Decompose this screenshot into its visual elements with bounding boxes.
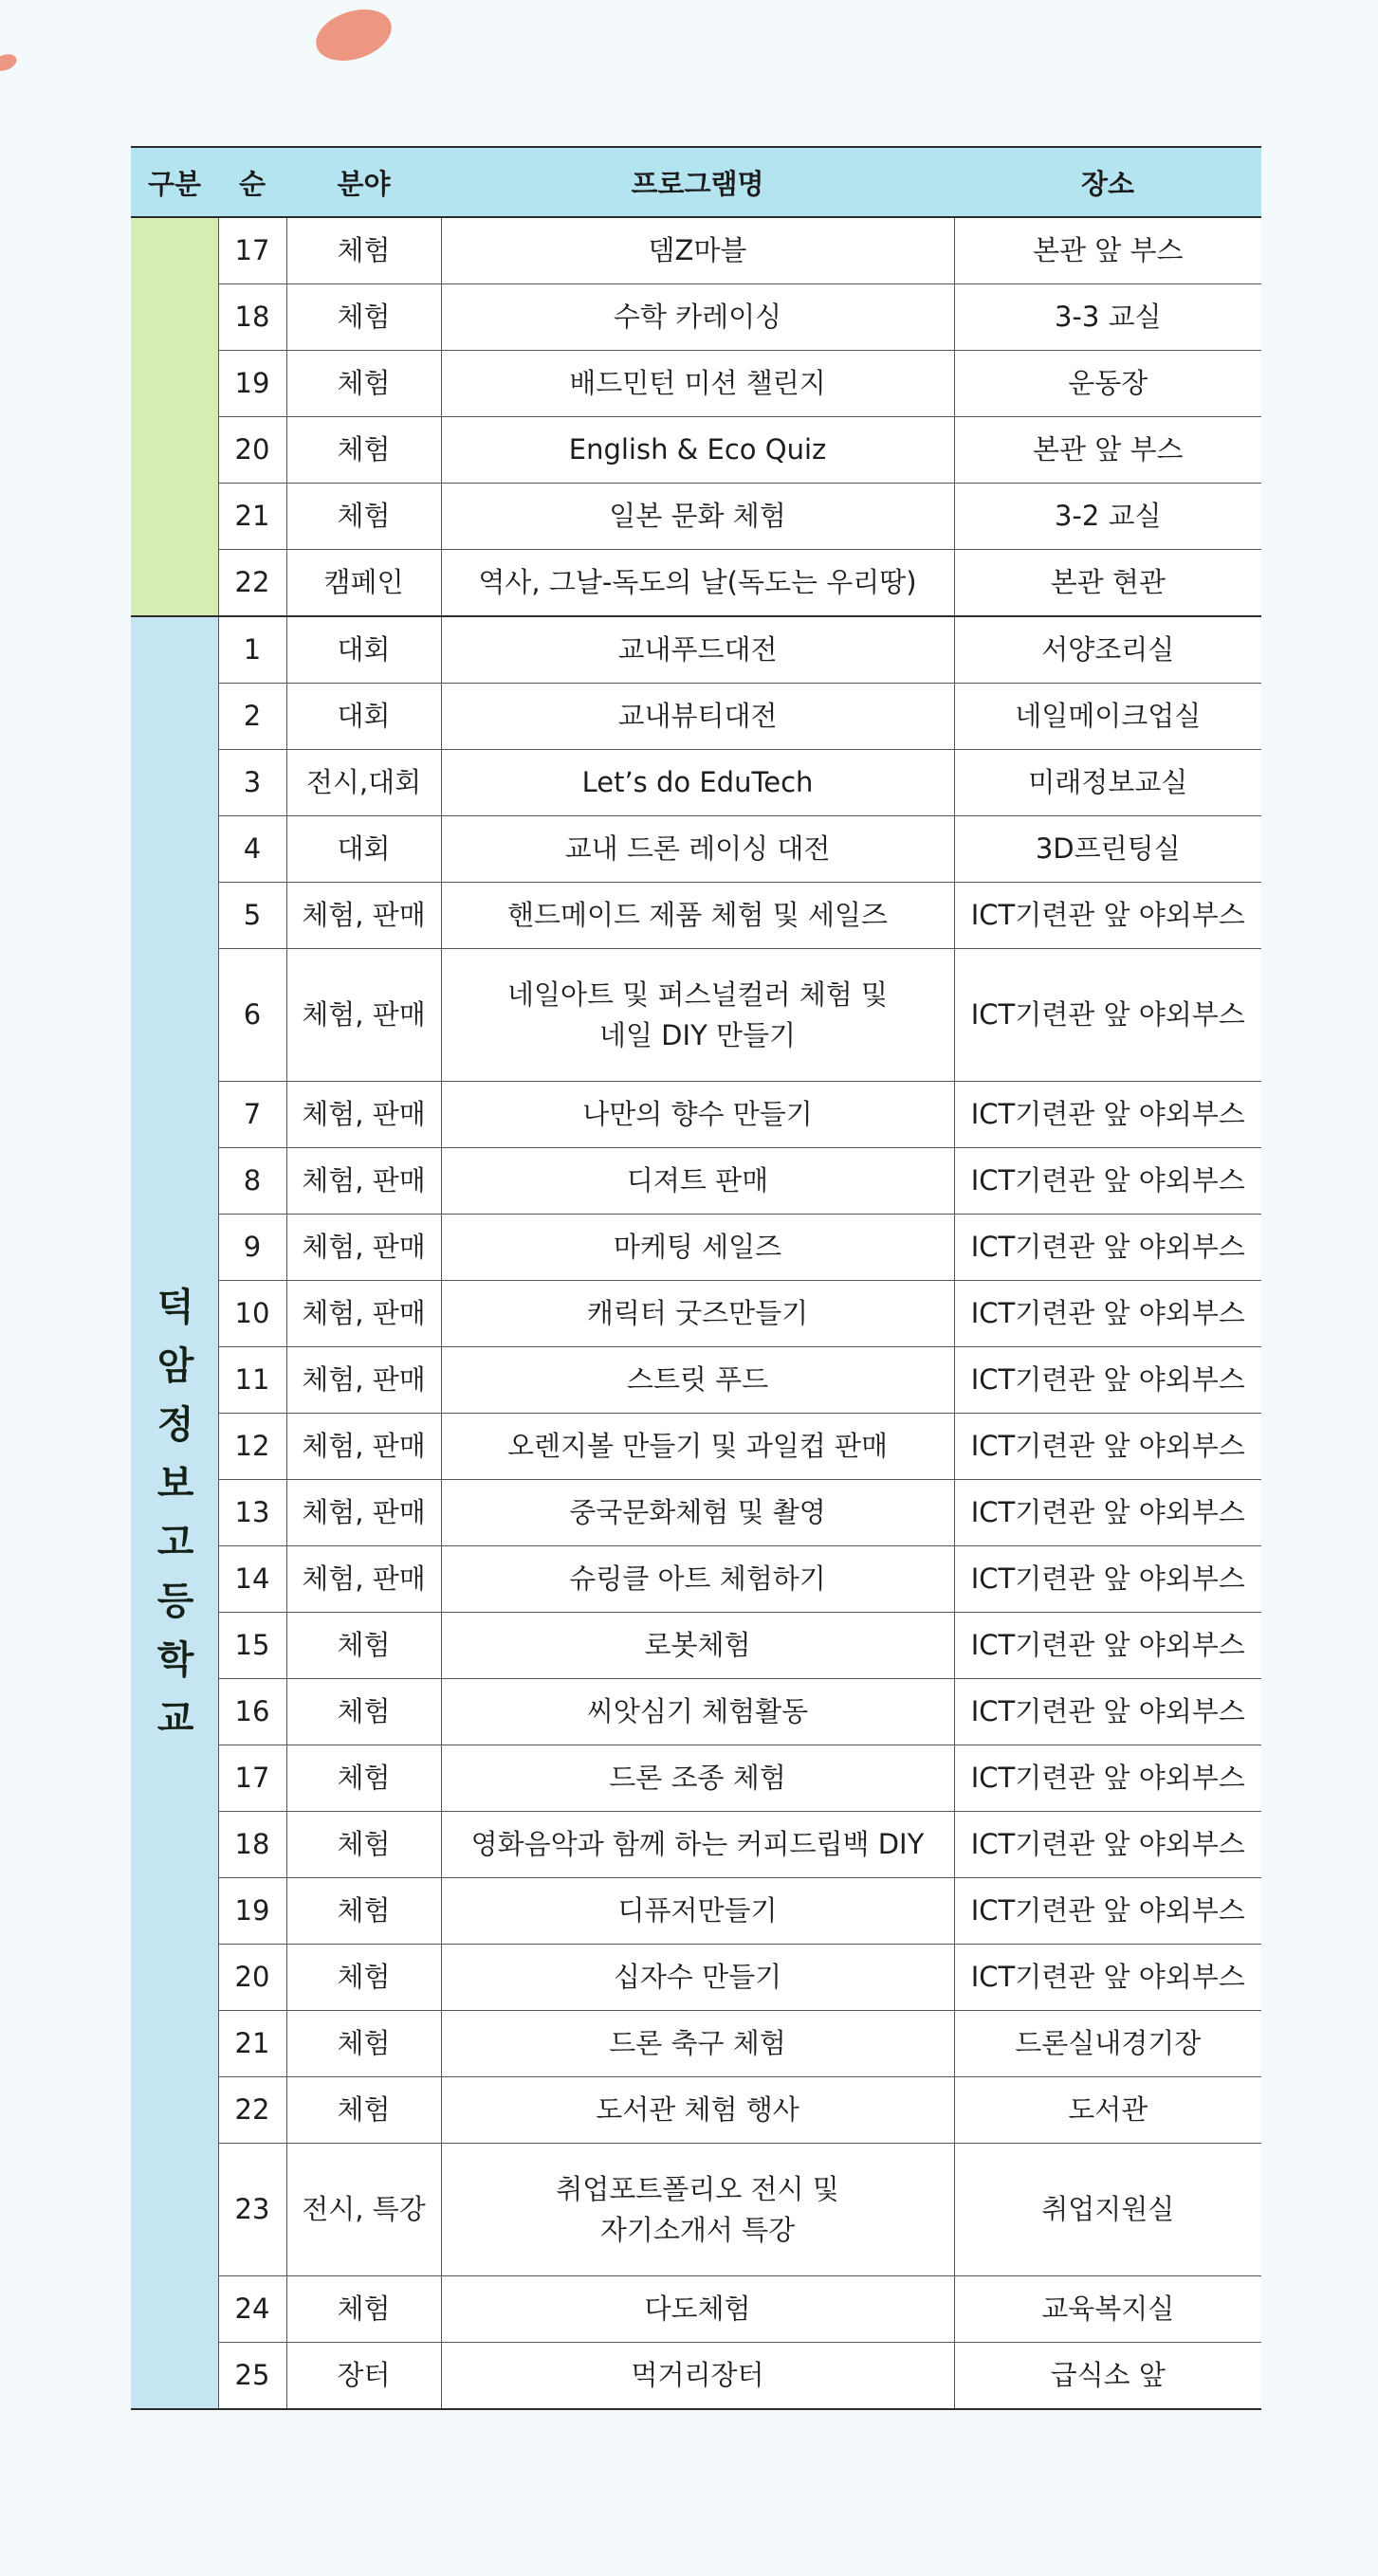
table-row — [131, 284, 1261, 351]
row-program: 오렌지볼 만들기 및 과일컵 판매 — [441, 1414, 954, 1480]
row-program: 로봇체험 — [441, 1613, 954, 1679]
row-place: ICT기련관 앞 야외부스 — [954, 1480, 1261, 1546]
row-place: 취업지원실 — [954, 2144, 1261, 2276]
table-row — [131, 1215, 1261, 1281]
program-line-2: 네일 DIY 만들기 — [598, 1018, 797, 1051]
row-field: 캠페인 — [286, 550, 441, 617]
row-number: 22 — [218, 550, 286, 617]
row-number: 20 — [218, 1945, 286, 2011]
group-cell — [131, 217, 218, 616]
row-program: 중국문화체험 및 촬영 — [441, 1480, 954, 1546]
table-row — [131, 1480, 1261, 1546]
row-field: 전시, 특강 — [286, 2144, 441, 2276]
row-program: 마케팅 세일즈 — [441, 1215, 954, 1281]
table-row — [131, 2011, 1261, 2077]
row-field: 체험, 판매 — [286, 949, 441, 1082]
row-place: 본관 현관 — [954, 550, 1261, 617]
row-place: 도서관 — [954, 2077, 1261, 2144]
row-place: 교육복지실 — [954, 2276, 1261, 2343]
table-row — [131, 1148, 1261, 1215]
row-place: ICT기련관 앞 야외부스 — [954, 1878, 1261, 1945]
row-place: ICT기련관 앞 야외부스 — [954, 1148, 1261, 1215]
row-number: 23 — [218, 2144, 286, 2276]
row-program: 나만의 향수 만들기 — [441, 1082, 954, 1148]
table-row — [131, 1613, 1261, 1679]
table-row — [131, 484, 1261, 550]
table-row — [131, 417, 1261, 484]
row-number: 25 — [218, 2343, 286, 2410]
row-number: 13 — [218, 1480, 286, 1546]
row-number: 2 — [218, 684, 286, 750]
row-place: ICT기련관 앞 야외부스 — [954, 1679, 1261, 1745]
row-program: 배드민턴 미션 챌린지 — [441, 351, 954, 417]
table-row — [131, 1679, 1261, 1745]
table-row — [131, 351, 1261, 417]
row-program: 스트릿 푸드 — [441, 1347, 954, 1414]
row-program: 도서관 체험 행사 — [441, 2077, 954, 2144]
row-field: 체험 — [286, 1878, 441, 1945]
row-program: 다도체험 — [441, 2276, 954, 2343]
row-program: 씨앗심기 체험활동 — [441, 1679, 954, 1745]
row-field: 체험 — [286, 1679, 441, 1745]
table-row — [131, 1945, 1261, 2011]
row-number: 17 — [218, 1745, 286, 1812]
table-row — [131, 1878, 1261, 1945]
table-row — [131, 1082, 1261, 1148]
row-place: ICT기련관 앞 야외부스 — [954, 1546, 1261, 1613]
table-row — [131, 949, 1261, 1082]
row-field: 체험, 판매 — [286, 883, 441, 949]
row-program: 교내푸드대전 — [441, 616, 954, 684]
row-place: ICT기련관 앞 야외부스 — [954, 1281, 1261, 1347]
row-place: ICT기련관 앞 야외부스 — [954, 1945, 1261, 2011]
table-row — [131, 816, 1261, 883]
row-program: 먹거리장터 — [441, 2343, 954, 2410]
row-number: 18 — [218, 284, 286, 351]
row-field: 체험 — [286, 1812, 441, 1878]
row-field: 체험 — [286, 284, 441, 351]
program-line-2: 자기소개서 특강 — [599, 2213, 796, 2246]
row-field: 체험 — [286, 484, 441, 550]
table-row — [131, 2077, 1261, 2144]
row-place: 급식소 앞 — [954, 2343, 1261, 2410]
header-num: 순 — [218, 147, 286, 217]
row-number: 5 — [218, 883, 286, 949]
table-row — [131, 1281, 1261, 1347]
school-name: 덕암정보고등학교 — [156, 1285, 194, 1741]
row-number: 20 — [218, 417, 286, 484]
row-number: 8 — [218, 1148, 286, 1215]
table-body — [131, 217, 1261, 2409]
row-field: 체험 — [286, 1745, 441, 1812]
row-number: 14 — [218, 1546, 286, 1613]
row-place: 3D프린팅실 — [954, 816, 1261, 883]
table-row — [131, 550, 1261, 617]
row-field: 체험 — [286, 1945, 441, 2011]
table-header-row — [131, 147, 1261, 217]
row-place: 운동장 — [954, 351, 1261, 417]
row-number: 19 — [218, 351, 286, 417]
row-field: 체험, 판매 — [286, 1148, 441, 1215]
row-program: 수학 카레이싱 — [441, 284, 954, 351]
row-field: 체험 — [286, 217, 441, 284]
row-program: 영화음악과 함께 하는 커피드립백 DIY — [441, 1812, 954, 1878]
row-place: ICT기련관 앞 야외부스 — [954, 1347, 1261, 1414]
row-place: ICT기련관 앞 야외부스 — [954, 1414, 1261, 1480]
row-place: ICT기련관 앞 야외부스 — [954, 883, 1261, 949]
row-field: 체험, 판매 — [286, 1546, 441, 1613]
table-row — [131, 750, 1261, 816]
table-row — [131, 2144, 1261, 2276]
program-line-1: 취업포트폴리오 전시 및 — [556, 2173, 839, 2206]
row-program: 십자수 만들기 — [441, 1945, 954, 2011]
row-number: 24 — [218, 2276, 286, 2343]
row-field: 체험 — [286, 2276, 441, 2343]
group-cell — [131, 616, 218, 2409]
row-program — [441, 2144, 954, 2276]
row-place: 네일메이크업실 — [954, 684, 1261, 750]
row-program: 디져트 판매 — [441, 1148, 954, 1215]
row-number: 10 — [218, 1281, 286, 1347]
row-number: 16 — [218, 1679, 286, 1745]
row-number: 12 — [218, 1414, 286, 1480]
row-field: 대회 — [286, 616, 441, 684]
row-place: 본관 앞 부스 — [954, 417, 1261, 484]
row-program: Let’s do EduTech — [441, 750, 954, 816]
program-line-1: 네일아트 및 퍼스널컬러 체험 및 — [506, 978, 889, 1012]
row-program: 드론 조종 체험 — [441, 1745, 954, 1812]
table-row — [131, 1745, 1261, 1812]
table-row — [131, 1812, 1261, 1878]
row-number: 6 — [218, 949, 286, 1082]
row-program: 역사, 그날-독도의 날(독도는 우리땅) — [441, 550, 954, 617]
row-number: 9 — [218, 1215, 286, 1281]
table-row — [131, 2276, 1261, 2343]
row-field: 체험 — [286, 2011, 441, 2077]
row-place: 드론실내경기장 — [954, 2011, 1261, 2077]
row-program: 슈링클 아트 체험하기 — [441, 1546, 954, 1613]
table-row — [131, 883, 1261, 949]
row-place: 3-2 교실 — [954, 484, 1261, 550]
table-row — [131, 1347, 1261, 1414]
row-field: 체험, 판매 — [286, 1082, 441, 1148]
program-table — [131, 146, 1261, 2410]
row-field: 대회 — [286, 816, 441, 883]
row-place: ICT기련관 앞 야외부스 — [954, 1812, 1261, 1878]
row-number: 17 — [218, 217, 286, 284]
row-place: 3-3 교실 — [954, 284, 1261, 351]
header-place: 장소 — [954, 147, 1261, 217]
row-program: English & Eco Quiz — [441, 417, 954, 484]
row-number: 18 — [218, 1812, 286, 1878]
row-program: 드론 축구 체험 — [441, 2011, 954, 2077]
row-field: 체험 — [286, 417, 441, 484]
row-field: 체험, 판매 — [286, 1347, 441, 1414]
row-place: ICT기련관 앞 야외부스 — [954, 1082, 1261, 1148]
row-field: 체험, 판매 — [286, 1414, 441, 1480]
row-number: 19 — [218, 1878, 286, 1945]
row-field: 전시,대회 — [286, 750, 441, 816]
header-gubun: 구분 — [131, 147, 218, 217]
row-place: 서양조리실 — [954, 616, 1261, 684]
row-field: 체험, 판매 — [286, 1281, 441, 1347]
row-field: 체험, 판매 — [286, 1215, 441, 1281]
row-program: 교내 드론 레이싱 대전 — [441, 816, 954, 883]
table-row — [131, 1546, 1261, 1613]
row-program: 일본 문화 체험 — [441, 484, 954, 550]
decorative-paint-blob — [309, 1, 397, 70]
table-row — [131, 2343, 1261, 2410]
row-number: 7 — [218, 1082, 286, 1148]
row-place: ICT기련관 앞 야외부스 — [954, 1215, 1261, 1281]
row-program: 디퓨저만들기 — [441, 1878, 954, 1945]
row-place: ICT기련관 앞 야외부스 — [954, 949, 1261, 1082]
row-number: 21 — [218, 484, 286, 550]
table-row — [131, 1414, 1261, 1480]
row-program: 캐릭터 굿즈만들기 — [441, 1281, 954, 1347]
row-field: 체험, 판매 — [286, 1480, 441, 1546]
table-row — [131, 217, 1261, 284]
row-number: 1 — [218, 616, 286, 684]
row-place: 본관 앞 부스 — [954, 217, 1261, 284]
row-place: ICT기련관 앞 야외부스 — [954, 1745, 1261, 1812]
row-number: 11 — [218, 1347, 286, 1414]
row-number: 4 — [218, 816, 286, 883]
row-field: 대회 — [286, 684, 441, 750]
row-field: 장터 — [286, 2343, 441, 2410]
decorative-paint-dot — [0, 51, 19, 74]
row-number: 21 — [218, 2011, 286, 2077]
row-number: 22 — [218, 2077, 286, 2144]
row-program: 교내뷰티대전 — [441, 684, 954, 750]
row-field: 체험 — [286, 351, 441, 417]
table-row — [131, 616, 1261, 684]
header-program: 프로그램명 — [441, 147, 954, 217]
row-place: ICT기련관 앞 야외부스 — [954, 1613, 1261, 1679]
row-field: 체험 — [286, 1613, 441, 1679]
row-place: 미래정보교실 — [954, 750, 1261, 816]
row-program: 뎀Z마블 — [441, 217, 954, 284]
row-number: 15 — [218, 1613, 286, 1679]
table-row — [131, 684, 1261, 750]
row-program: 핸드메이드 제품 체험 및 세일즈 — [441, 883, 954, 949]
row-number: 3 — [218, 750, 286, 816]
row-field: 체험 — [286, 2077, 441, 2144]
header-field: 분야 — [286, 147, 441, 217]
row-program — [441, 949, 954, 1082]
